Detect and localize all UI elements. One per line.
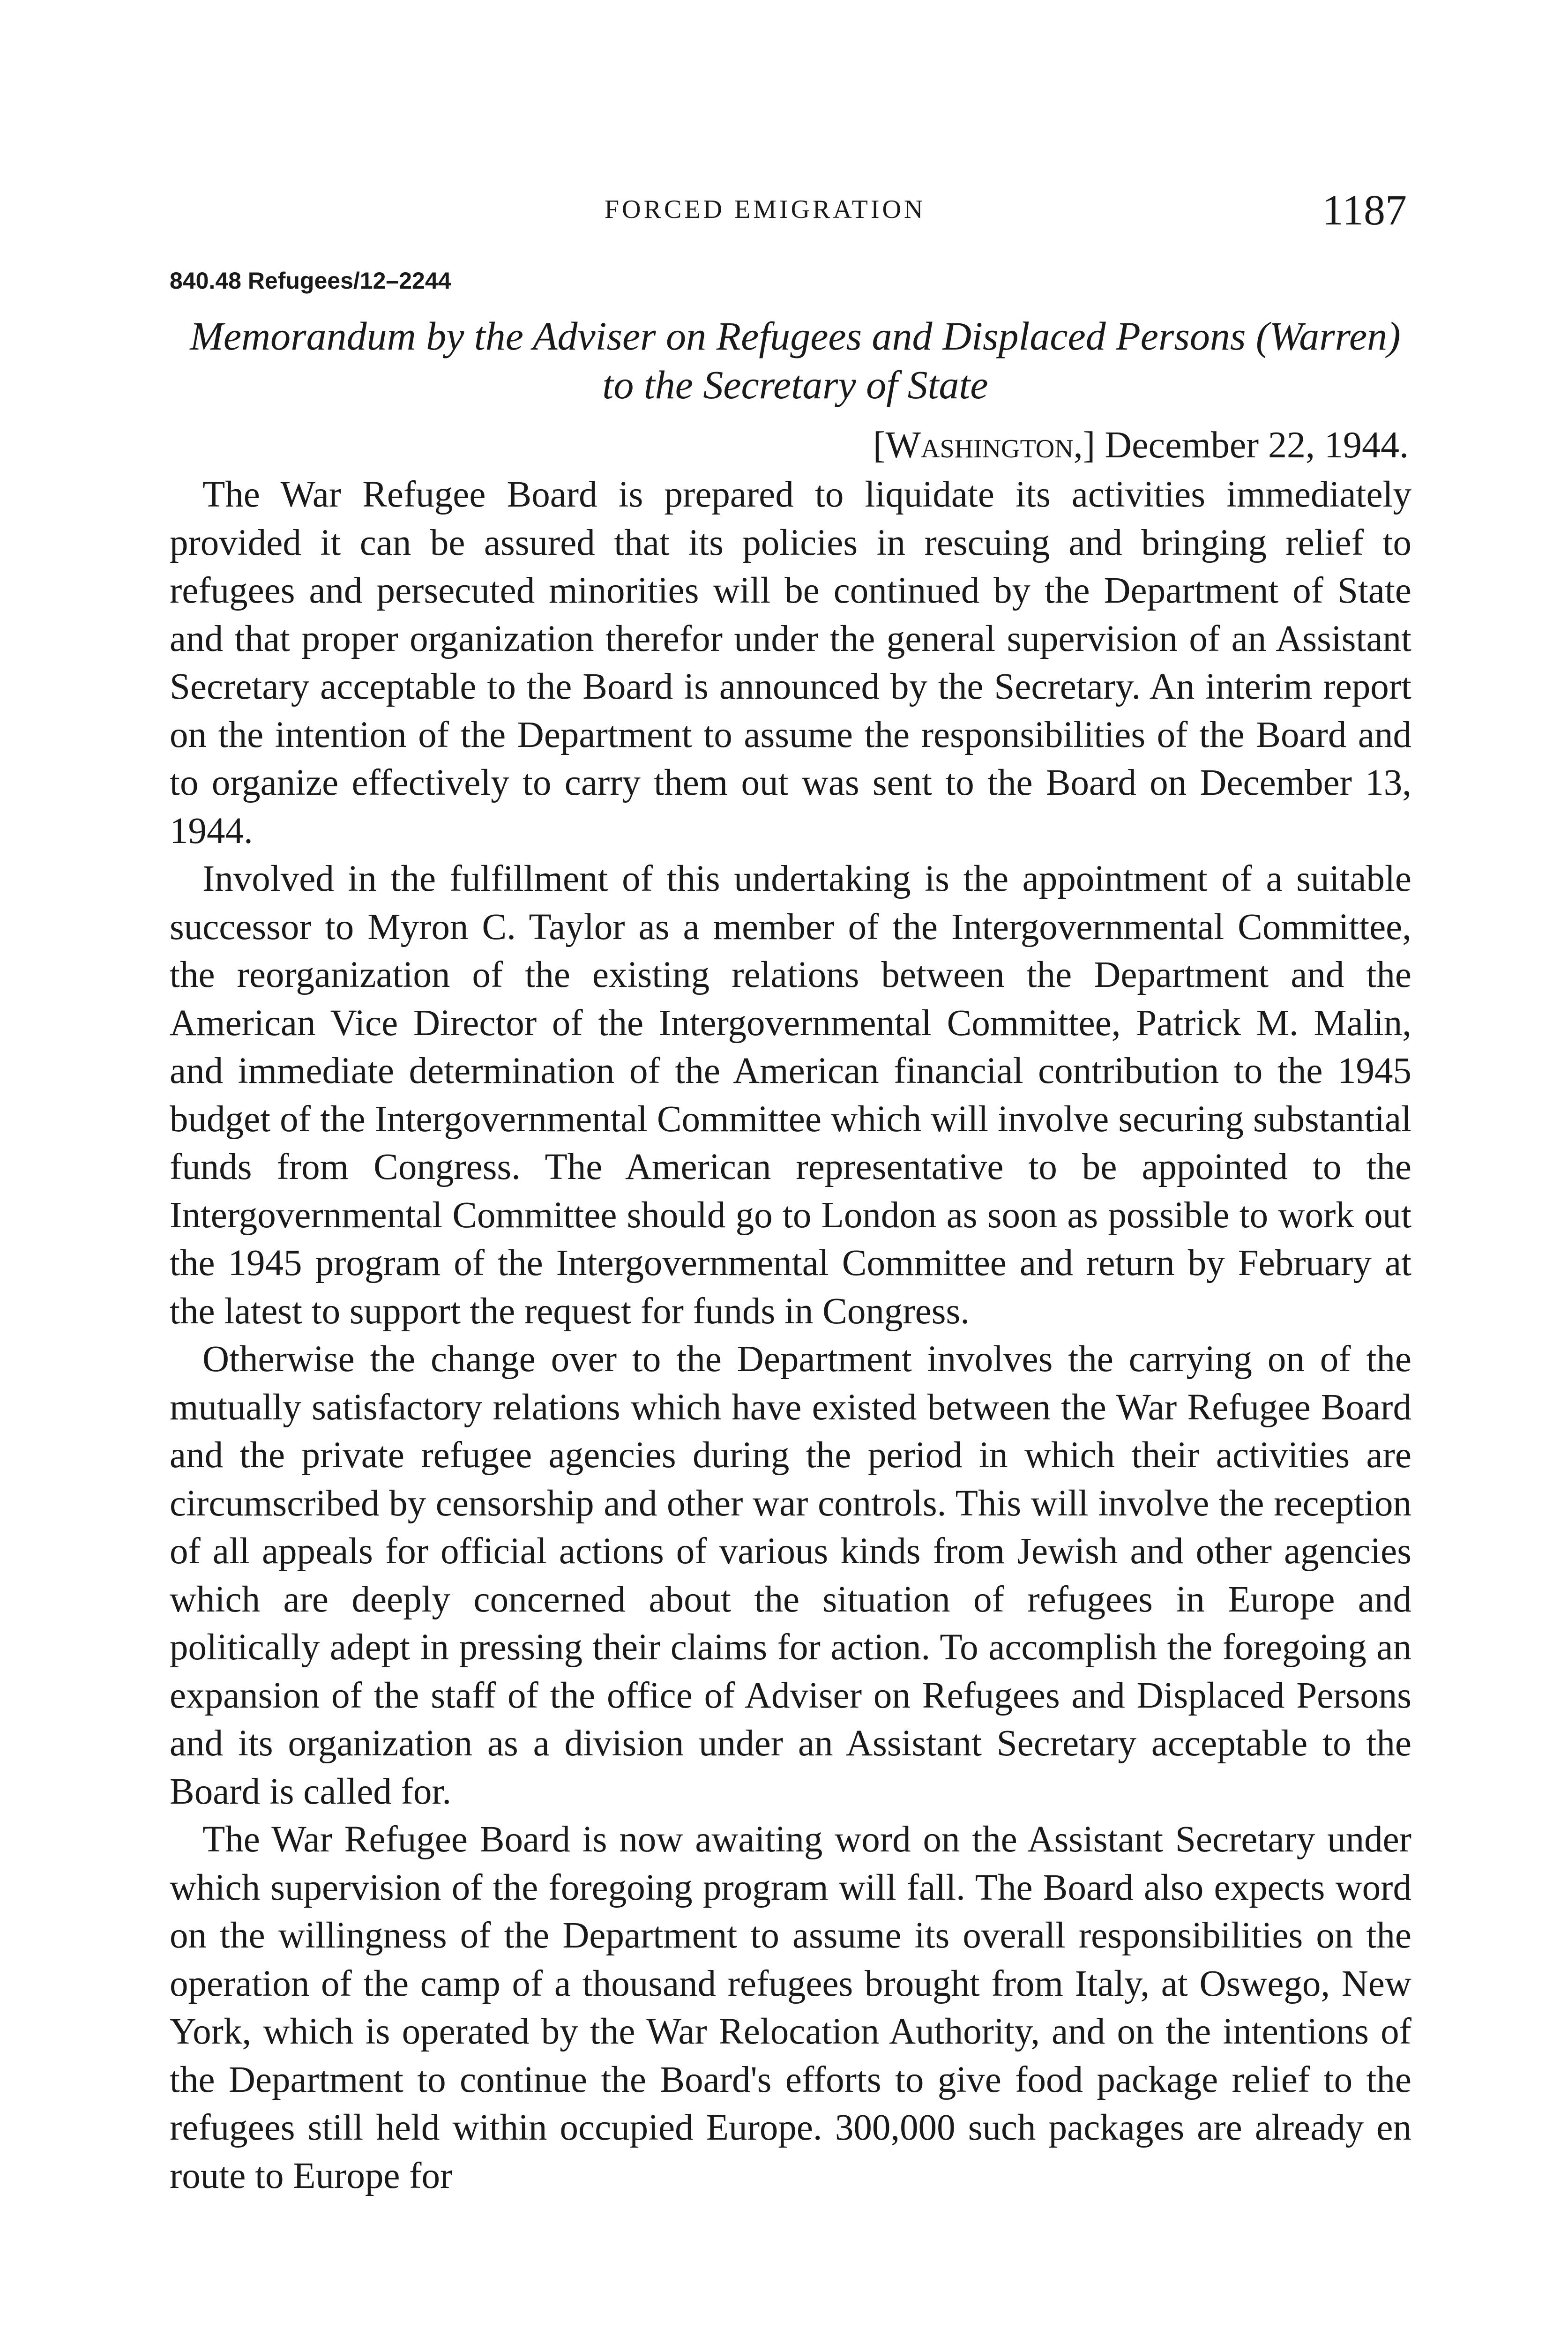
running-head	[0, 185, 1568, 241]
dateline-place: [Washington,]	[873, 425, 1096, 466]
dateline-date: December 22, 1944.	[1105, 425, 1409, 466]
paragraph-3: Otherwise the change over to the Department involves the carrying on of the mutually satisfactory relations which have existed between the War Refugee Board and the private refugee agencies during the period in which their activities are circumscribed by censorship and other war controls. This will involve the reception of all appeals for official actions of various kinds from Jewish and other agencies which are deeply concerned about the situation of refugees in Europe and politically adept in pressing their claims for action. To accomplish the foregoing an expansion of the staff of the office of Adviser on Refugees and Displaced Persons and its organization as a division under an Assistant Secretary acceptable to the Board is called for.	[170, 1339, 1411, 1812]
document-title: Memorandum by the Adviser on Refugees and Displaced Persons (Warren) to the Secretary of State	[190, 313, 1401, 407]
paragraph-2: Involved in the fulfillment of this undertaking is the appointment of a suitable successor to Myron C. Taylor as a member of the Intergovernmental Committee, the reorganization of the existing relations between the Department and the American Vice Director of the Intergovernmental Committee, Patrick M. Malin, and immediate determination of the American financial contribution to the 1945 budget of the Intergovernmental Committee which will involve securing substantial funds from Congress. The American representative to be appointed to the Intergovernmental Committee should go to London as soon as possible to work out the 1945 program of the Intergovernmental Committee and return by February at the latest to support the request for funds in Congress.	[170, 858, 1411, 1332]
running-head-title: FORCED EMIGRATION	[605, 195, 926, 224]
file-reference: 840.48 Refugees/12–2244	[170, 268, 451, 294]
paragraph-4: The War Refugee Board is now awaiting word on the Assistant Secretary under which supervision of the foregoing program will fall. The Board also expects word on the willingness of the Department to assume its overall responsibilities on the operation of the camp of a thousand refugees brought from Italy, at Oswego, New York, which is operated by the War Relocation Authority, and on the intentions of the Department to continue the Board's efforts to give food package relief to the refugees still held within occupied Europe. 300,000 such packages are already en route to Europe for	[170, 1819, 1411, 2196]
dateline	[873, 424, 1409, 467]
page-number: 1187	[1322, 186, 1407, 234]
paragraph-1: The War Refugee Board is prepared to liquidate its activities immediately provided it can be assured that its policies in rescuing and bringing relief to refugees and persecuted minorities will be continued by the Department of State and that proper organization therefor under the general supervision of an Assistant Secretary acceptable to the Board is announced by the Secretary. An interim report on the intention of the Department to assume the responsibilities of the Board and to organize effectively to carry them out was sent to the Board on December 13, 1944.	[170, 474, 1411, 851]
memorandum-body	[170, 471, 1411, 2200]
